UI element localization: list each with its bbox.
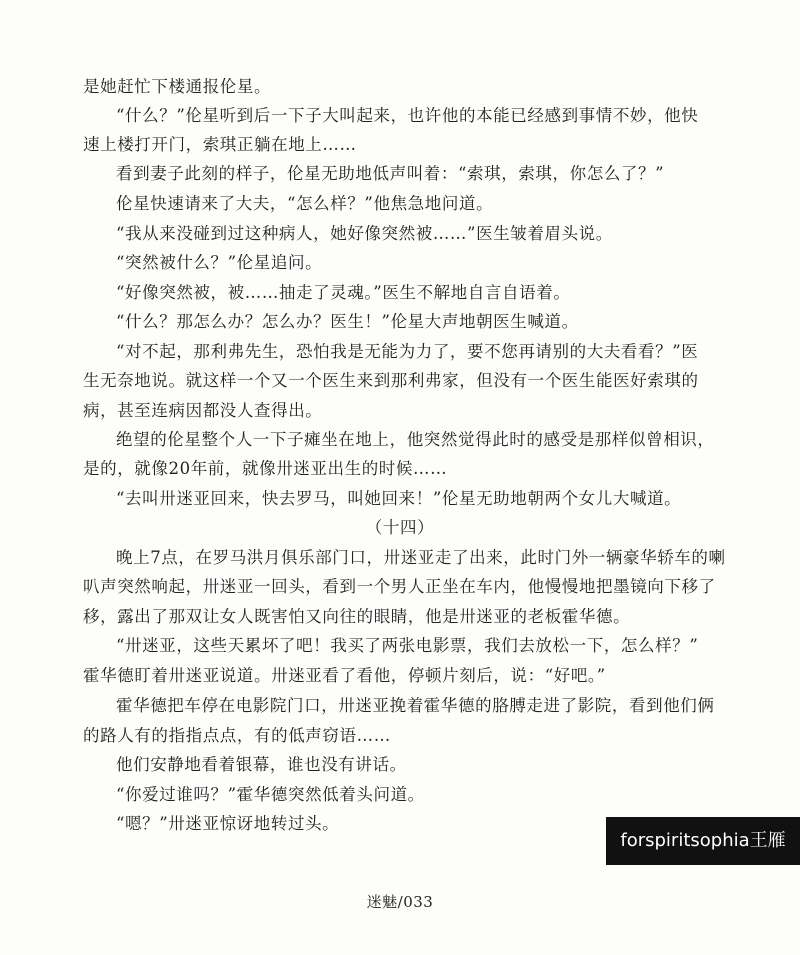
text-line: 速上楼打开门，索琪正躺在地上…… <box>83 135 357 154</box>
text-line: “什么？”伦星听到后一下子大叫起来，也许他的本能已经感到事情不妙，他快 <box>116 106 699 125</box>
text-line: “什么？那怎么办？怎么办？医生！”伦星大声地朝医生喊道。 <box>116 312 579 331</box>
text-line: 是的，就像20年前，就像卅迷亚出生的时候…… <box>83 459 448 478</box>
text-line: “突然被什么？”伦星追问。 <box>116 253 323 272</box>
text-line: 生无奈地说。就这样一个又一个医生来到那利弗家，但没有一个医生能医好索琪的 <box>83 371 699 390</box>
text-line: 移，露出了那双让女人既害怕又向往的眼睛，他是卅迷亚的老板霍华德。 <box>83 607 631 626</box>
text-line: “嗯？”卅迷亚惊讶地转过头。 <box>116 814 340 833</box>
text-line: “好像突然被，被……抽走了灵魂。”医生不解地自言自语着。 <box>116 283 571 302</box>
page-footer: 迷魅/033 <box>366 893 434 911</box>
text-line: “去叫卅迷亚回来，快去罗马，叫她回来！”伦星无助地朝两个女儿大喊道。 <box>116 489 682 508</box>
text-line: 叭声突然响起，卅迷亚一回头，看到一个男人正坐在车内，他慢慢地把墨镜向下移了 <box>83 577 716 596</box>
text-line: 的路人有的指指点点，有的低声窃语…… <box>83 726 391 745</box>
text-line: “对不起，那利弗先生，恐怕我是无能为力了，要不您再请别的大夫看看？”医 <box>116 342 699 361</box>
text-line: 霍华德盯着卅迷亚说道。卅迷亚看了看他，停顿片刻后，说：“好吧。” <box>83 666 606 685</box>
text-line: 是她赶忙下楼通报伦星。 <box>83 77 272 96</box>
text-line: “我从来没碰到过这种病人，她好像突然被……”医生皱着眉头说。 <box>116 224 613 243</box>
text-line: 看到妻子此刻的样子，伦星无助地低声叫着：“索琪，索琪，你怎么了？” <box>116 164 665 183</box>
text-line: 病，甚至连病因都没人查得出。 <box>83 401 323 420</box>
watermark-label: forspiritsophia王雁 <box>606 817 800 865</box>
text-line: 绝望的伦星整个人一下子瘫坐在地上，他突然觉得此时的感受是那样似曾相识， <box>116 430 715 449</box>
text-line: 他们安静地看着银幕，谁也没有讲话。 <box>116 755 407 774</box>
text-line: 晚上7点，在罗马洪月俱乐部门口，卅迷亚走了出来，此时门外一辆豪华轿车的喇 <box>116 548 726 567</box>
text-line: 霍华德把车停在电影院门口，卅迷亚挽着霍华德的胳膊走进了影院，看到他们俩 <box>116 696 715 715</box>
chapter-heading: （十四） <box>365 518 435 537</box>
text-line: “你爱过谁吗？”霍华德突然低着头问道。 <box>116 785 425 804</box>
text-line: “卅迷亚，这些天累坏了吧！我买了两张电影票，我们去放松一下，怎么样？” <box>116 636 699 655</box>
text-line: 伦星快速请来了大夫，“怎么样？”他焦急地问道。 <box>116 194 494 213</box>
